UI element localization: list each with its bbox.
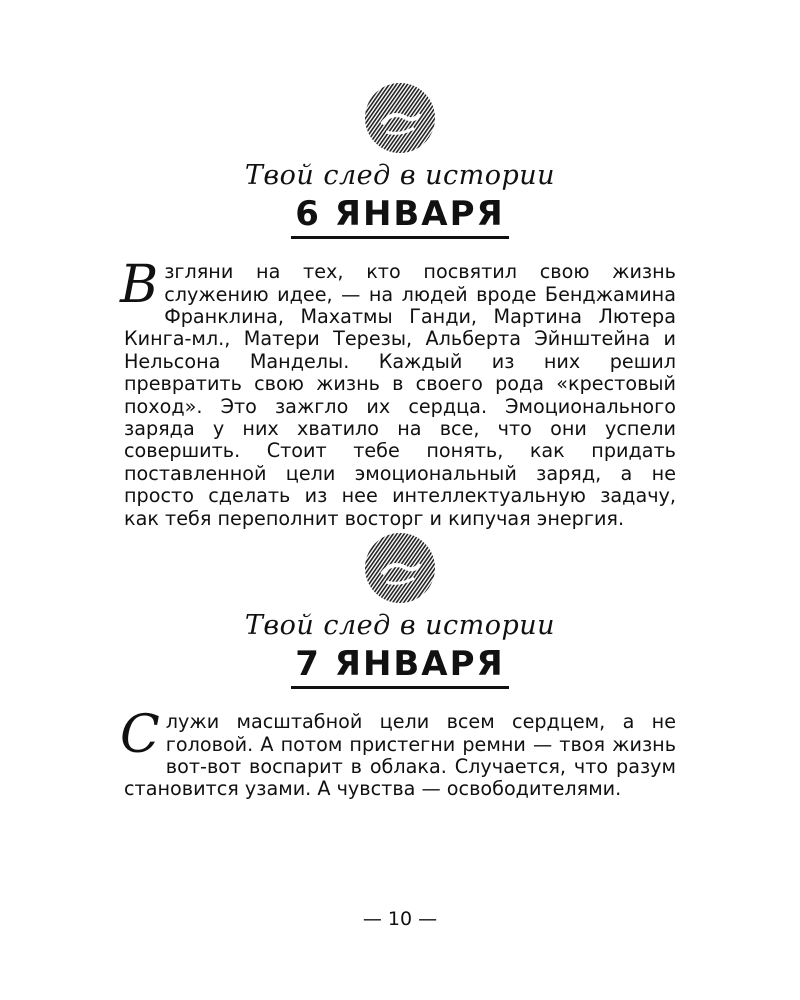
section-heading: Твой след в истории (244, 610, 556, 641)
entry-text: лужи масштабной цели всем сердцем, а не головой. А потом пристегни ремни — твоя жизнь вот-вот воспарит в облака. Случается, что разум становится узами. А чувства — освободителями. (124, 710, 676, 801)
entry-text: згляни на тех, кто посвятил свою жизнь служению идее, — на людей вроде Бенджамина Франклина, Махатмы Ганди, Мартина Лютера Кинга-мл., Матери Терезы, Альберта Эйнштейна и Нельсона Манделы. Каждый из них решил превратить свою жизнь в своего рода «крестовый поход». Это зажгло их сердца. Эмоционального заряда у них хватило на все, что они успели совершить. Стоит тебе понять, как придать поставленной цели эмоциональный заряд, а не просто сделать из нее интеллектуальную задачу, как тебя переполнит восторг и кипучая энергия. (124, 260, 676, 530)
page-number: — 10 — (362, 908, 438, 930)
date-title-wrap (0, 645, 800, 689)
footprint-emblem-icon (362, 530, 438, 606)
date-title: 7 ЯНВАРЯ (291, 645, 508, 689)
drop-cap: В (120, 255, 159, 316)
entry-body (120, 255, 676, 530)
footprint-emblem-icon (362, 80, 438, 156)
drop-cap: С (120, 705, 160, 766)
entry-jan-7 (0, 530, 800, 801)
section-heading: Твой след в истории (244, 160, 556, 191)
entry-body (120, 705, 676, 801)
date-title-wrap (0, 195, 800, 239)
entry-jan-6 (0, 80, 800, 530)
date-title: 6 ЯНВАРЯ (291, 195, 508, 239)
